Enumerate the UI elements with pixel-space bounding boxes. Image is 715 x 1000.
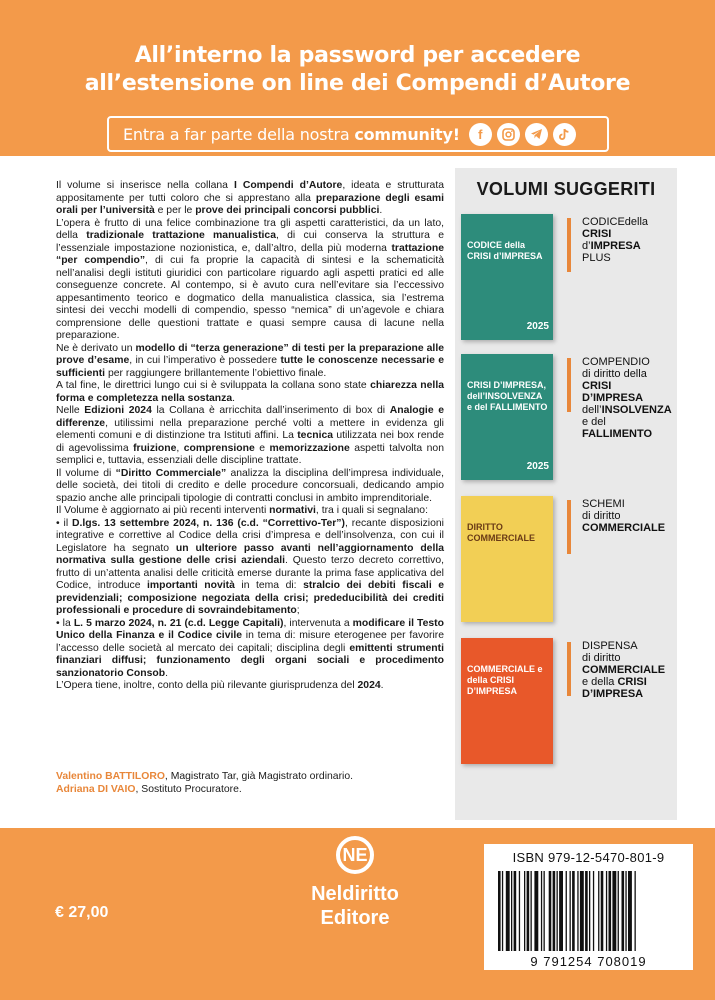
text-run: aspetti talvolta non semplici e, tuttavia, essenziali delle discipline trattate.: [56, 442, 444, 466]
volume-accent-bar: [567, 218, 571, 272]
bold-run: 2024: [357, 680, 381, 691]
text-run: • la: [56, 617, 74, 629]
barcode-bar: [625, 871, 626, 951]
text-run: , tra i quali si segnalano:: [315, 505, 428, 516]
barcode-bar: [514, 871, 517, 951]
instagram-icon[interactable]: [497, 123, 520, 146]
barcode-bar: [557, 871, 558, 951]
logo-mark: NE: [336, 836, 374, 874]
barcode-bar: [524, 871, 525, 951]
bold-run: prove dei principali concorsi pubblici: [195, 205, 380, 216]
text-run: • il: [56, 517, 73, 529]
barcode-box: [484, 844, 693, 970]
text-run: e della: [582, 676, 618, 688]
header-title-line1: All’interno la password per accedere: [134, 43, 581, 68]
author-line: [56, 783, 456, 796]
telegram-icon[interactable]: [525, 123, 548, 146]
bold-run: tradizionale trattazione manualistica: [86, 230, 276, 241]
barcode-bar: [531, 871, 532, 951]
barcode-bar: [635, 871, 636, 951]
barcode-bar: [527, 871, 530, 951]
bold-run: Analogie e differenze: [56, 405, 444, 429]
text-run: , di cui fa proprie la capacità di sintesi e la schematicità nell’analisi degli istituti giuridici con particolare riguardo agli aspetti pratici ed alle conseguenze concrete. Al contempo, si è avuto cura nell’evitare sia l’eccessivo appesantimento teorico e dogmatico della manualistica classica, sia l’estrema sintesi dei vecchi modelli di compendio, spesso “nemica” di un’agevole e chiara comprensione delle questioni trattate e quasi sempre causa di lacune nella preparazione.: [56, 255, 444, 341]
bold-run: comprensione: [183, 442, 255, 454]
community-bold: community!: [354, 124, 460, 144]
book-cover-title: CODICE della CRISI d’IMPRESA: [467, 240, 543, 261]
text-run: , intervenuta a: [283, 617, 353, 629]
bold-run: CRISI: [617, 676, 647, 688]
bold-run: D’IMPRESA: [582, 688, 644, 700]
barcode-bar: [628, 871, 632, 951]
author-name: Adriana DI VAIO: [56, 784, 136, 795]
text-run: analizza la disciplina dell’impresa individuale, delle società, dei titoli di credito e delle procedure concorsuali, dedicando ampio spazio anche alle principali tipologie di contratti conclusi in ambito imprenditoriale.: [56, 467, 444, 504]
bold-run: chiarezza nella forma e completezza nella sostanza: [56, 380, 444, 404]
author-role: , Sostituto Procuratore.: [135, 784, 242, 795]
text-run: dell’: [582, 404, 602, 416]
barcode-bar: [593, 871, 594, 951]
barcode-bar: [502, 871, 503, 951]
community-banner[interactable]: [107, 116, 609, 152]
bold-run: un ulteriore passo avanti nell’aggiornamento della normativa sulla gestione delle crisi aziendali: [56, 542, 445, 566]
volume-accent-bar: [567, 500, 571, 554]
price: € 27,00: [55, 904, 109, 921]
publisher-logo: [280, 836, 430, 956]
bold-run: FALLIMENTO: [582, 428, 653, 440]
bold-run: I Compendi d’Autore: [233, 180, 343, 191]
publisher-name-line1: Neldiritto: [311, 883, 399, 905]
text-run: , ideata e strutturata appositamente per tutti coloro che si apprestano alla: [56, 180, 445, 204]
volume-label: [582, 356, 674, 440]
header-band: [0, 0, 715, 156]
text-run: Il volume di: [56, 467, 116, 479]
text-run: L’Opera tiene, inoltre, conto della più rilevante giurisprudenza del: [56, 680, 358, 691]
book-cover[interactable]: [461, 214, 553, 340]
bold-run: IMPRESA: [590, 240, 641, 252]
barcode-bar: [544, 871, 545, 951]
facebook-icon[interactable]: f: [469, 123, 492, 146]
barcode-bar: [589, 871, 590, 951]
text-run: ,: [176, 442, 184, 454]
volume-accent-bar: [567, 358, 571, 412]
text-run: PLUS: [582, 252, 611, 264]
volume-accent-bar: [567, 642, 571, 696]
text-run: CODICE: [582, 216, 625, 228]
text-run: di diritto: [582, 510, 621, 522]
bold-run: tecnica: [297, 430, 334, 441]
barcode-bar: [541, 871, 542, 951]
barcode-bar: [618, 871, 619, 951]
text-run: , di cui conserva la struttura e l’essenziale impostazione nozionistica, e, dall’altro, della più moderna: [56, 230, 445, 254]
barcode-bar: [598, 871, 599, 951]
text-run: A tal fine, le direttrici lungo cui si è sviluppata la collana sono state: [56, 380, 371, 391]
community-text: [123, 125, 460, 144]
barcode-bar: [601, 871, 604, 951]
barcode-bar: [580, 871, 584, 951]
book-cover-title: DIRITTO COMMERCIALE: [467, 522, 535, 543]
ean-text: 9 791254 708019: [530, 954, 647, 969]
bold-run: CRISI D’IMPRESA: [582, 380, 644, 404]
bold-run: modello di “terza generazione” di testi per la preparazione alle prove d’esame: [56, 342, 444, 366]
community-prefix: Entra a far parte della nostra: [123, 124, 355, 144]
text-run: in tema di:: [234, 580, 304, 591]
bold-run: modificare il Testo Unico della Finanza e il Codice civile: [56, 617, 444, 641]
text-run: .: [379, 205, 383, 216]
author-role: , Magistrato Tar, già Magistrato ordinario.: [164, 771, 354, 782]
text-run: Nelle: [56, 405, 85, 416]
text-run: ;: [296, 605, 300, 616]
suggested-title: VOLUMI SUGGERITI: [476, 179, 656, 199]
barcode-bar: [572, 871, 575, 951]
text-run: .: [165, 667, 168, 679]
text-run: .: [380, 680, 384, 691]
text-run: la Collana è arricchita dall’inserimento di box di: [151, 405, 390, 416]
barcode-bar: [606, 871, 607, 951]
bold-run: normativi: [269, 505, 316, 516]
authors-block: [56, 770, 456, 796]
bold-run: trattazione “per compendio”: [56, 242, 444, 266]
text-run: COMPENDIO: [582, 356, 650, 368]
barcode-bar: [534, 871, 538, 951]
volume-label: [582, 498, 674, 534]
bold-run: Edizioni 2024: [84, 405, 152, 416]
book-cover-year: 2025: [526, 461, 549, 472]
header-title-line2: all’estensione on line dei Compendi d’Autore: [84, 71, 631, 96]
barcode-bar: [511, 871, 512, 951]
text-run: di diritto: [582, 652, 621, 664]
barcode-bar: [553, 871, 556, 951]
barcode-bar: [612, 871, 616, 951]
bold-run: fruizione: [133, 442, 177, 454]
publisher-name: [280, 882, 430, 930]
barcode-bar: [622, 871, 625, 951]
description-text: [56, 180, 444, 693]
bold-run: COMMERCIALE: [582, 664, 666, 676]
book-cover[interactable]: [461, 354, 553, 480]
barcode-bar: [585, 871, 588, 951]
bold-run: COMMERCIALE: [582, 522, 666, 534]
text-run: , utilissimi nella preparazione perché volti a mettere in evidenza gli elementi comuni e di distinzione tra Istituti affini. La: [56, 417, 444, 441]
text-run: della: [624, 216, 649, 228]
text-run: e per le: [154, 205, 196, 216]
text-run: DISPENSA: [582, 640, 638, 652]
barcode-bar: [559, 871, 563, 951]
barcode-bar: [506, 871, 510, 951]
barcode-bar: [566, 871, 567, 951]
barcode: [494, 871, 683, 951]
header-title: [0, 42, 715, 98]
suggested-volumes: [455, 168, 677, 820]
book-cover-title: COMMERCIALE e della CRISI D’IMPRESA: [467, 664, 543, 696]
text-run: per raggiungere brillantemente l’obiettivo finale.: [105, 367, 327, 379]
bold-run: memorizzazione: [269, 442, 350, 454]
text-run: L’opera è frutto di una felice combinazione tra gli aspetti caratteristici, da un lato, della: [56, 217, 444, 241]
barcode-bar: [570, 871, 571, 951]
barcode-bar: [519, 871, 520, 951]
book-cover[interactable]: [461, 496, 553, 622]
book-cover-title: CRISI D’IMPRESA, dell’INSOLVENZA e del FALLIMENTO: [467, 380, 548, 412]
text-run: Il volume si inserisce nella collana: [56, 180, 234, 191]
bold-run: emittenti strumenti finanziari diffusi; funzionamento degli organi sociali e procedimento sanzionatorio Consob: [56, 642, 444, 679]
author-line: [56, 770, 456, 783]
book-cover[interactable]: [461, 638, 553, 764]
text-run: utilizzata nei box rende di agevolissima: [56, 430, 444, 454]
barcode-bar: [498, 871, 501, 951]
isbn-text: ISBN 979-12-5470-801-9: [512, 850, 665, 865]
tiktok-icon[interactable]: [553, 123, 576, 146]
social-icons: [469, 123, 576, 146]
text-run: . Questo terzo decreto correttivo, frutto di un’attenta analisi delle criticità emerse durante la prima fase applicativa del Codice, introduce: [56, 555, 445, 591]
bold-run: D.lgs. 13 settembre 2024, n. 136 (c.d. “Correttivo-Ter”): [72, 517, 345, 529]
text-run: .: [232, 392, 236, 404]
book-cover-year: 2025: [526, 321, 549, 332]
publisher-name-line2: Editore: [320, 907, 390, 929]
text-run: , in cui l’imperativo è possedere: [129, 355, 281, 366]
text-run: Ne è derivato un: [56, 342, 136, 354]
barcode-bar: [609, 871, 612, 951]
text-run: e del: [582, 416, 606, 428]
volume-label: [582, 640, 674, 700]
bold-run: CRISI: [582, 228, 612, 240]
author-name: Valentino BATTILORO: [56, 771, 165, 782]
barcode-bar: [549, 871, 552, 951]
barcode-bar: [577, 871, 578, 951]
text-run: d’: [582, 240, 591, 252]
bold-run: stralcio dei debiti fiscali e previdenziali; composizione negoziata della crisi; prededucibilità dei crediti professionali e procedure di sovraindebitamento: [56, 580, 444, 616]
bold-run: preparazione degli esami orali per l’università: [56, 192, 445, 216]
text-run: e: [254, 442, 270, 454]
bold-run: tutte le conoscenze necessarie e sufficienti: [56, 355, 444, 379]
text-run: di diritto della: [582, 368, 647, 380]
back-cover-panel: [0, 156, 715, 828]
bold-run: “Diritto Commerciale”: [115, 467, 227, 479]
text-run: Il Volume è aggiornato ai più recenti interventi: [56, 505, 270, 516]
bold-run: importanti novità: [146, 580, 235, 591]
bold-run: L. 5 marzo 2024, n. 21 (c.d. Legge Capitali): [73, 617, 284, 629]
bold-run: INSOLVENZA: [601, 404, 672, 416]
text-run: , recante disposizioni integrative e correttive al Codice della crisi d’impresa e dell’insolvenza, con cui il Legislatore ha segnato: [56, 517, 444, 554]
text-run: in tema di: misure eterogenee per favorire l’accesso delle società al mercato dei capitali; disciplina degli: [56, 630, 444, 654]
text-run: SCHEMI: [582, 498, 625, 510]
volume-label: [582, 216, 674, 264]
